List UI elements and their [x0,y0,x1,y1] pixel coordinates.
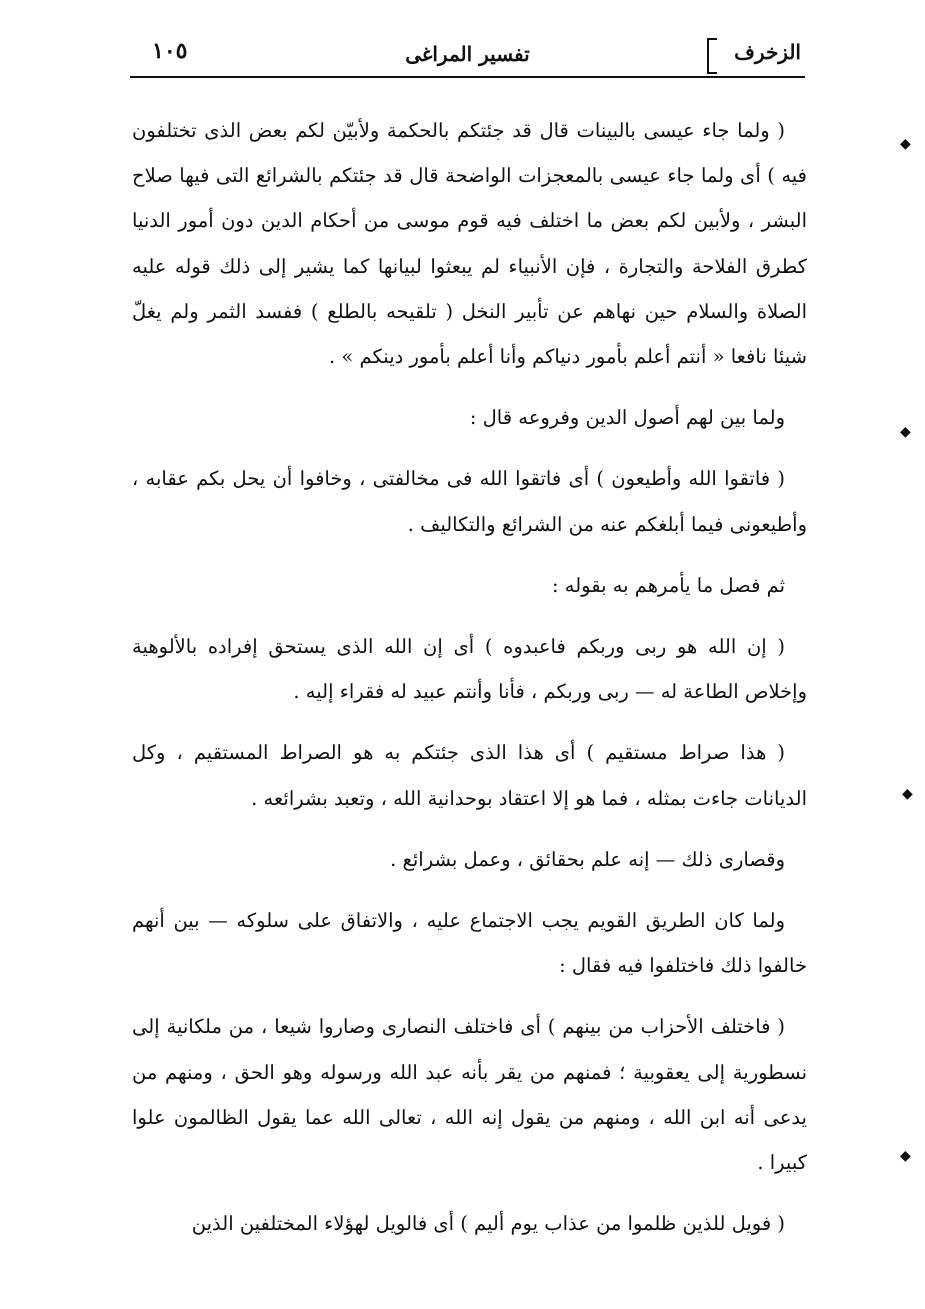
paragraph: وقصارى ذلك — إنه علم بحقائق ، وعمل بشرائع . [390,847,785,871]
paragraph: ولما كان الطريق القويم يجب الاجتماع عليه ، والاتفاق على سلوكه — بين أنهم خالفوا ذلك فاختلفوا فيه فقال : [132,909,807,978]
paragraph: ( ولما جاء عيسى بالبينات قال قد جئتكم بالحكمة ولأبيّن لكم بعض الذى تختلفون فيه ) أى ولما جاء عيسى بالمعجزات الواضحة قال قد جئتكم بالشرائع التى فيها صلاح البشر ، ولأبين لكم بعض ما اختلف فيه قوم موسى من أحكام الدين دون أمور الدنيا كطرق الفلاحة والتجارة ، فإن الأنبياء لم يبعثوا لبيانها كما يشير إلى ذلك قوله عليه الصلاة والسلام حين نهاهم عن تأبير النخل ( تلقيحه بالطلع ) ففسد الثمر ولم يغلّ شيئا نافعا « أنتم أعلم بأمور دنياكم وأنا أعلم بأمور دينكم » . [132,119,807,369]
paragraph: ( هذا صراط مستقيم ) أى هذا الذى جئتكم به هو الصراط المستقيم ، وكل الديانات جاءت بمثله ، فما هو إلا اعتقاد بوحدانية الله ، وتعبد بشرائعه . [132,741,807,810]
header-bracket [707,38,717,74]
paragraph: ولما بين لهم أصول الدين وفروعه قال : [469,406,785,430]
header-rule [130,76,805,78]
paragraph: ( فاتقوا الله وأطيعون ) أى فاتقوا الله فى مخالفتى ، وخافوا أن يحل بكم عقابه ، وأطيعونى فيما أبلغكم عنه من الشرائع والتكاليف . [132,467,807,536]
page-body [132,108,807,1262]
surah-name: الزخرف [734,40,801,64]
page-number: ١٠٥ [152,38,188,64]
page-header [130,36,805,76]
paragraph: ( فويل للذين ظلموا من عذاب يوم أليم ) أى فالويل لهؤلاء المختلفين الذين [191,1212,785,1236]
binding-hole-mark: ◆ [900,136,911,152]
binding-hole-mark: ◆ [900,1148,911,1164]
binding-hole-mark: ◆ [902,786,913,802]
paragraph: ( فاختلف الأحزاب من بينهم ) أى فاختلف النصارى وصاروا شيعا ، من ملكانية إلى نسطورية إلى يعقوبية ؛ فمنهم من يقر بأنه عبد الله ورسوله وهو الحق ، ومنهم من يدعى أنه ابن الله ، ومنهم من يقول إنه الله ، تعالى الله عما يقول الظالمون علوا كبيرا . [132,1015,807,1175]
book-title: تفسير المراغى [405,42,530,66]
paragraph: ثم فصل ما يأمرهم به بقوله : [551,573,785,597]
binding-hole-mark: ◆ [900,424,911,440]
paragraph: ( إن الله هو ربى وربكم فاعبدوه ) أى إن الله الذى يستحق إفراده بالألوهية وإخلاص الطاعة له — ربى وربكم ، فأنا وأنتم عبيد له فقراء إليه . [132,635,807,704]
